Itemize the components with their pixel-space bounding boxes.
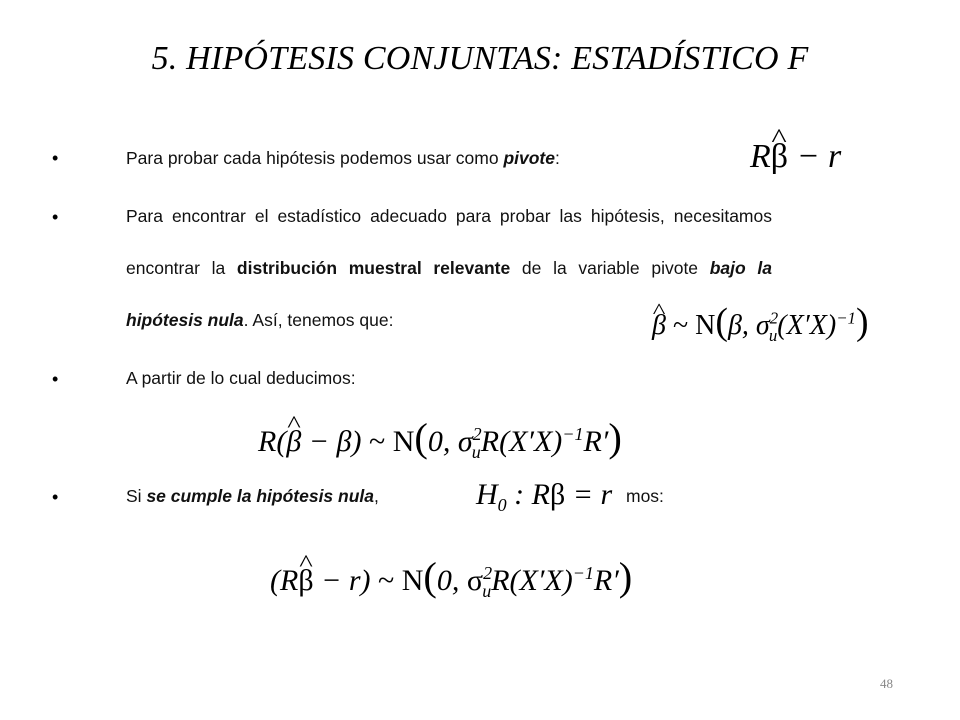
bullet-1-post: : — [554, 148, 560, 168]
bullet-dot: • — [52, 207, 59, 227]
bullet-4-bold-italic: se cumple la hipótesis nula — [146, 486, 375, 506]
bullet-3-content: A partir de lo cual deducimos: — [126, 368, 356, 388]
formula-null-hypothesis: $H_0$ : Rβ = r — [476, 478, 613, 515]
bullet-2-line-2-mid: de la variable pivote — [510, 258, 710, 278]
bullet-3-text — [126, 365, 356, 391]
slide-title: 5. HIPÓTESIS CONJUNTAS: ESTADÍSTICO F — [151, 40, 809, 77]
bullet-4-tail-text: mos: — [626, 486, 664, 506]
formula-final-distribution: (R^ β − r) ~ N(0, $\sigma^2_uR(X'X)^{-1}R'$) — [270, 553, 632, 602]
bullet-2-line-3 — [126, 307, 393, 333]
bullet-4-post: , — [374, 486, 379, 506]
bullet-2-line-3-post: . Así, tenemos que: — [243, 310, 394, 330]
formula-deduction: R(^ β − β) ~ N(0, $\sigma^2_uR(X'X)^{-1}R'$) — [258, 414, 622, 463]
bullet-1-emphasis: pivote — [503, 148, 555, 168]
bullet-2-bold-italic-2: hipótesis nula — [126, 310, 244, 330]
bullet-dot: • — [52, 369, 59, 389]
bullet-4-pre: Si — [126, 486, 147, 506]
bullet-2-line-1 — [126, 203, 772, 229]
page-number: 48 — [880, 676, 893, 691]
bullet-dot: • — [52, 487, 59, 507]
formula-beta-hat-distribution: ^ β ~ N(β, $\sigma^2_u(X'X)^{-1}$) — [652, 300, 869, 346]
bullet-1-text — [126, 145, 560, 171]
formula-pivot: R^ β − r — [750, 138, 841, 176]
bullet-2-line-2-pre: encontrar la — [126, 258, 237, 278]
bullet-1-pre: Para probar cada hipótesis podemos usar como — [126, 148, 504, 168]
bullet-2-line-2 — [126, 255, 772, 281]
bullet-2-bold-italic-1: bajo la — [709, 258, 772, 278]
bullet-2-line-1-text: Para encontrar el estadístico adecuado para probar las hipótesis, necesitamos — [126, 206, 772, 226]
bullet-4-tail — [626, 483, 664, 509]
bullet-dot: • — [52, 148, 59, 168]
bullet-4-text — [126, 483, 379, 509]
bullet-2-bold: distribución muestral relevante — [236, 258, 511, 278]
